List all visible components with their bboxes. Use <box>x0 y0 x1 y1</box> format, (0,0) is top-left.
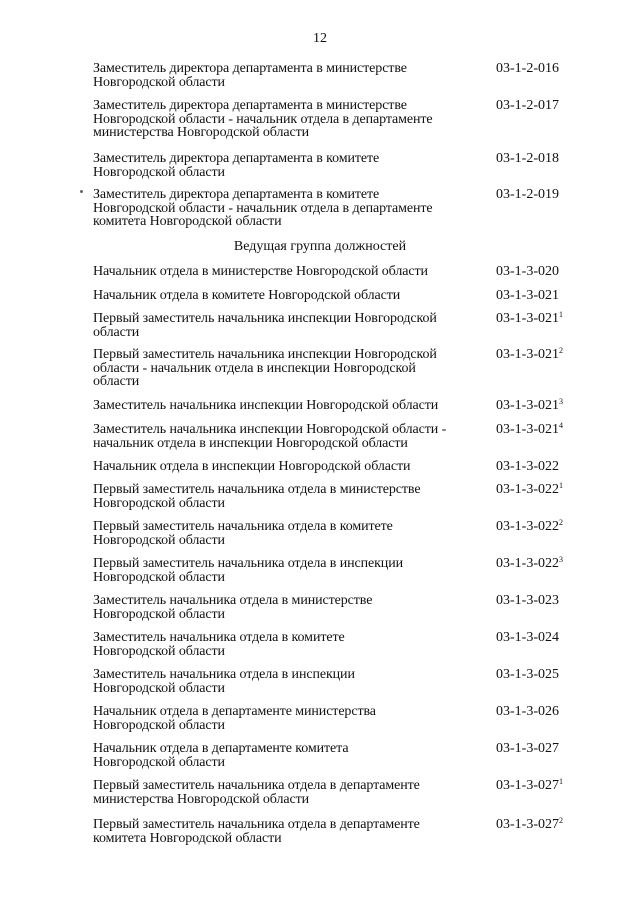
position-code: 03-1-3-026 <box>496 704 559 719</box>
position-code: 03-1-2-016 <box>496 61 559 76</box>
position-title: Первый заместитель начальника инспекции Новгородской области - начальник отдела в инспекции Новгородской области <box>93 347 437 389</box>
position-code: 03-1-2-018 <box>496 151 559 166</box>
position-code: $03-1-3-027^1$ <box>496 777 563 793</box>
position-code: 03-1-3-023 <box>496 593 559 608</box>
code-superscript: 4 <box>559 421 563 430</box>
position-title: Первый заместитель начальника отдела в инспекции Новгородской области <box>93 556 403 585</box>
position-code: 03-1-2-019 <box>496 187 559 202</box>
position-title: Начальник отдела в департаменте министерства Новгородской области <box>93 704 376 733</box>
position-title: Заместитель начальника отдела в комитете Новгородской области <box>93 630 345 659</box>
position-title: Начальник отдела в департаменте комитета Новгородской области <box>93 741 349 770</box>
position-title: Начальник отдела в комитете Новгородской области <box>93 288 401 303</box>
code-superscript: 1 <box>559 310 563 319</box>
position-title: Заместитель директора департамента в министерстве Новгородской области - начальник отдела в департаменте министерства Новгородской области <box>93 98 433 140</box>
position-code: 03-1-3-025 <box>496 667 559 682</box>
code-superscript: 2 <box>559 518 563 527</box>
position-code: 03-1-2-017 <box>496 98 559 113</box>
position-code: $03-1-3-021^3$ <box>496 397 563 413</box>
code-superscript: 1 <box>559 481 563 490</box>
position-code: 03-1-3-020 <box>496 264 559 279</box>
position-code: 03-1-3-021 <box>496 288 559 303</box>
code-superscript: 3 <box>559 397 563 406</box>
position-title: Заместитель директора департамента в комитете Новгородской области - начальник отдела в департаменте комитета Новгородской области <box>93 187 433 229</box>
code-superscript: 1 <box>559 777 563 786</box>
position-code: $03-1-3-022^2$ <box>496 518 563 534</box>
position-code: $03-1-3-022^1$ <box>496 481 563 497</box>
position-title: Первый заместитель начальника инспекции Новгородской области <box>93 311 437 340</box>
code-superscript: 2 <box>559 816 563 825</box>
position-title: Первый заместитель начальника отдела в департаменте комитета Новгородской области <box>93 817 420 846</box>
code-superscript: 3 <box>559 555 563 564</box>
position-title: Заместитель начальника инспекции Новгородской области <box>93 398 439 413</box>
position-title: Заместитель директора департамента в комитете Новгородской области <box>93 151 380 180</box>
scan-speck <box>80 190 83 193</box>
position-code: 03-1-3-022 <box>496 459 559 474</box>
position-title: Заместитель начальника инспекции Новгородской области - начальник отдела в инспекции Новгородской области <box>93 422 447 451</box>
page-number: 12 <box>313 31 327 46</box>
position-title: Первый заместитель начальника отдела в департаменте министерства Новгородской области <box>93 778 420 807</box>
position-code: $03-1-3-021^1$ <box>496 310 563 326</box>
position-code: $03-1-3-022^3$ <box>496 555 563 571</box>
code-superscript: 2 <box>559 346 563 355</box>
position-title: Заместитель начальника отдела в инспекции Новгородской области <box>93 667 355 696</box>
position-title: Заместитель начальника отдела в министерстве Новгородской области <box>93 593 373 622</box>
position-code: $03-1-3-021^4$ <box>496 421 563 437</box>
position-title: Заместитель директора департамента в министерстве Новгородской области <box>93 61 407 90</box>
position-code: $03-1-3-021^2$ <box>496 346 563 362</box>
position-code: $03-1-3-027^2$ <box>496 816 563 832</box>
group-heading: Ведущая группа должностей <box>233 239 407 254</box>
position-title: Начальник отдела в министерстве Новгородской области <box>93 264 428 279</box>
position-title: Начальник отдела в инспекции Новгородской области <box>93 459 411 474</box>
position-title: Первый заместитель начальника отдела в министерстве Новгородской области <box>93 482 421 511</box>
position-code: 03-1-3-027 <box>496 741 559 756</box>
position-code: 03-1-3-024 <box>496 630 559 645</box>
position-title: Первый заместитель начальника отдела в комитете Новгородской области <box>93 519 393 548</box>
